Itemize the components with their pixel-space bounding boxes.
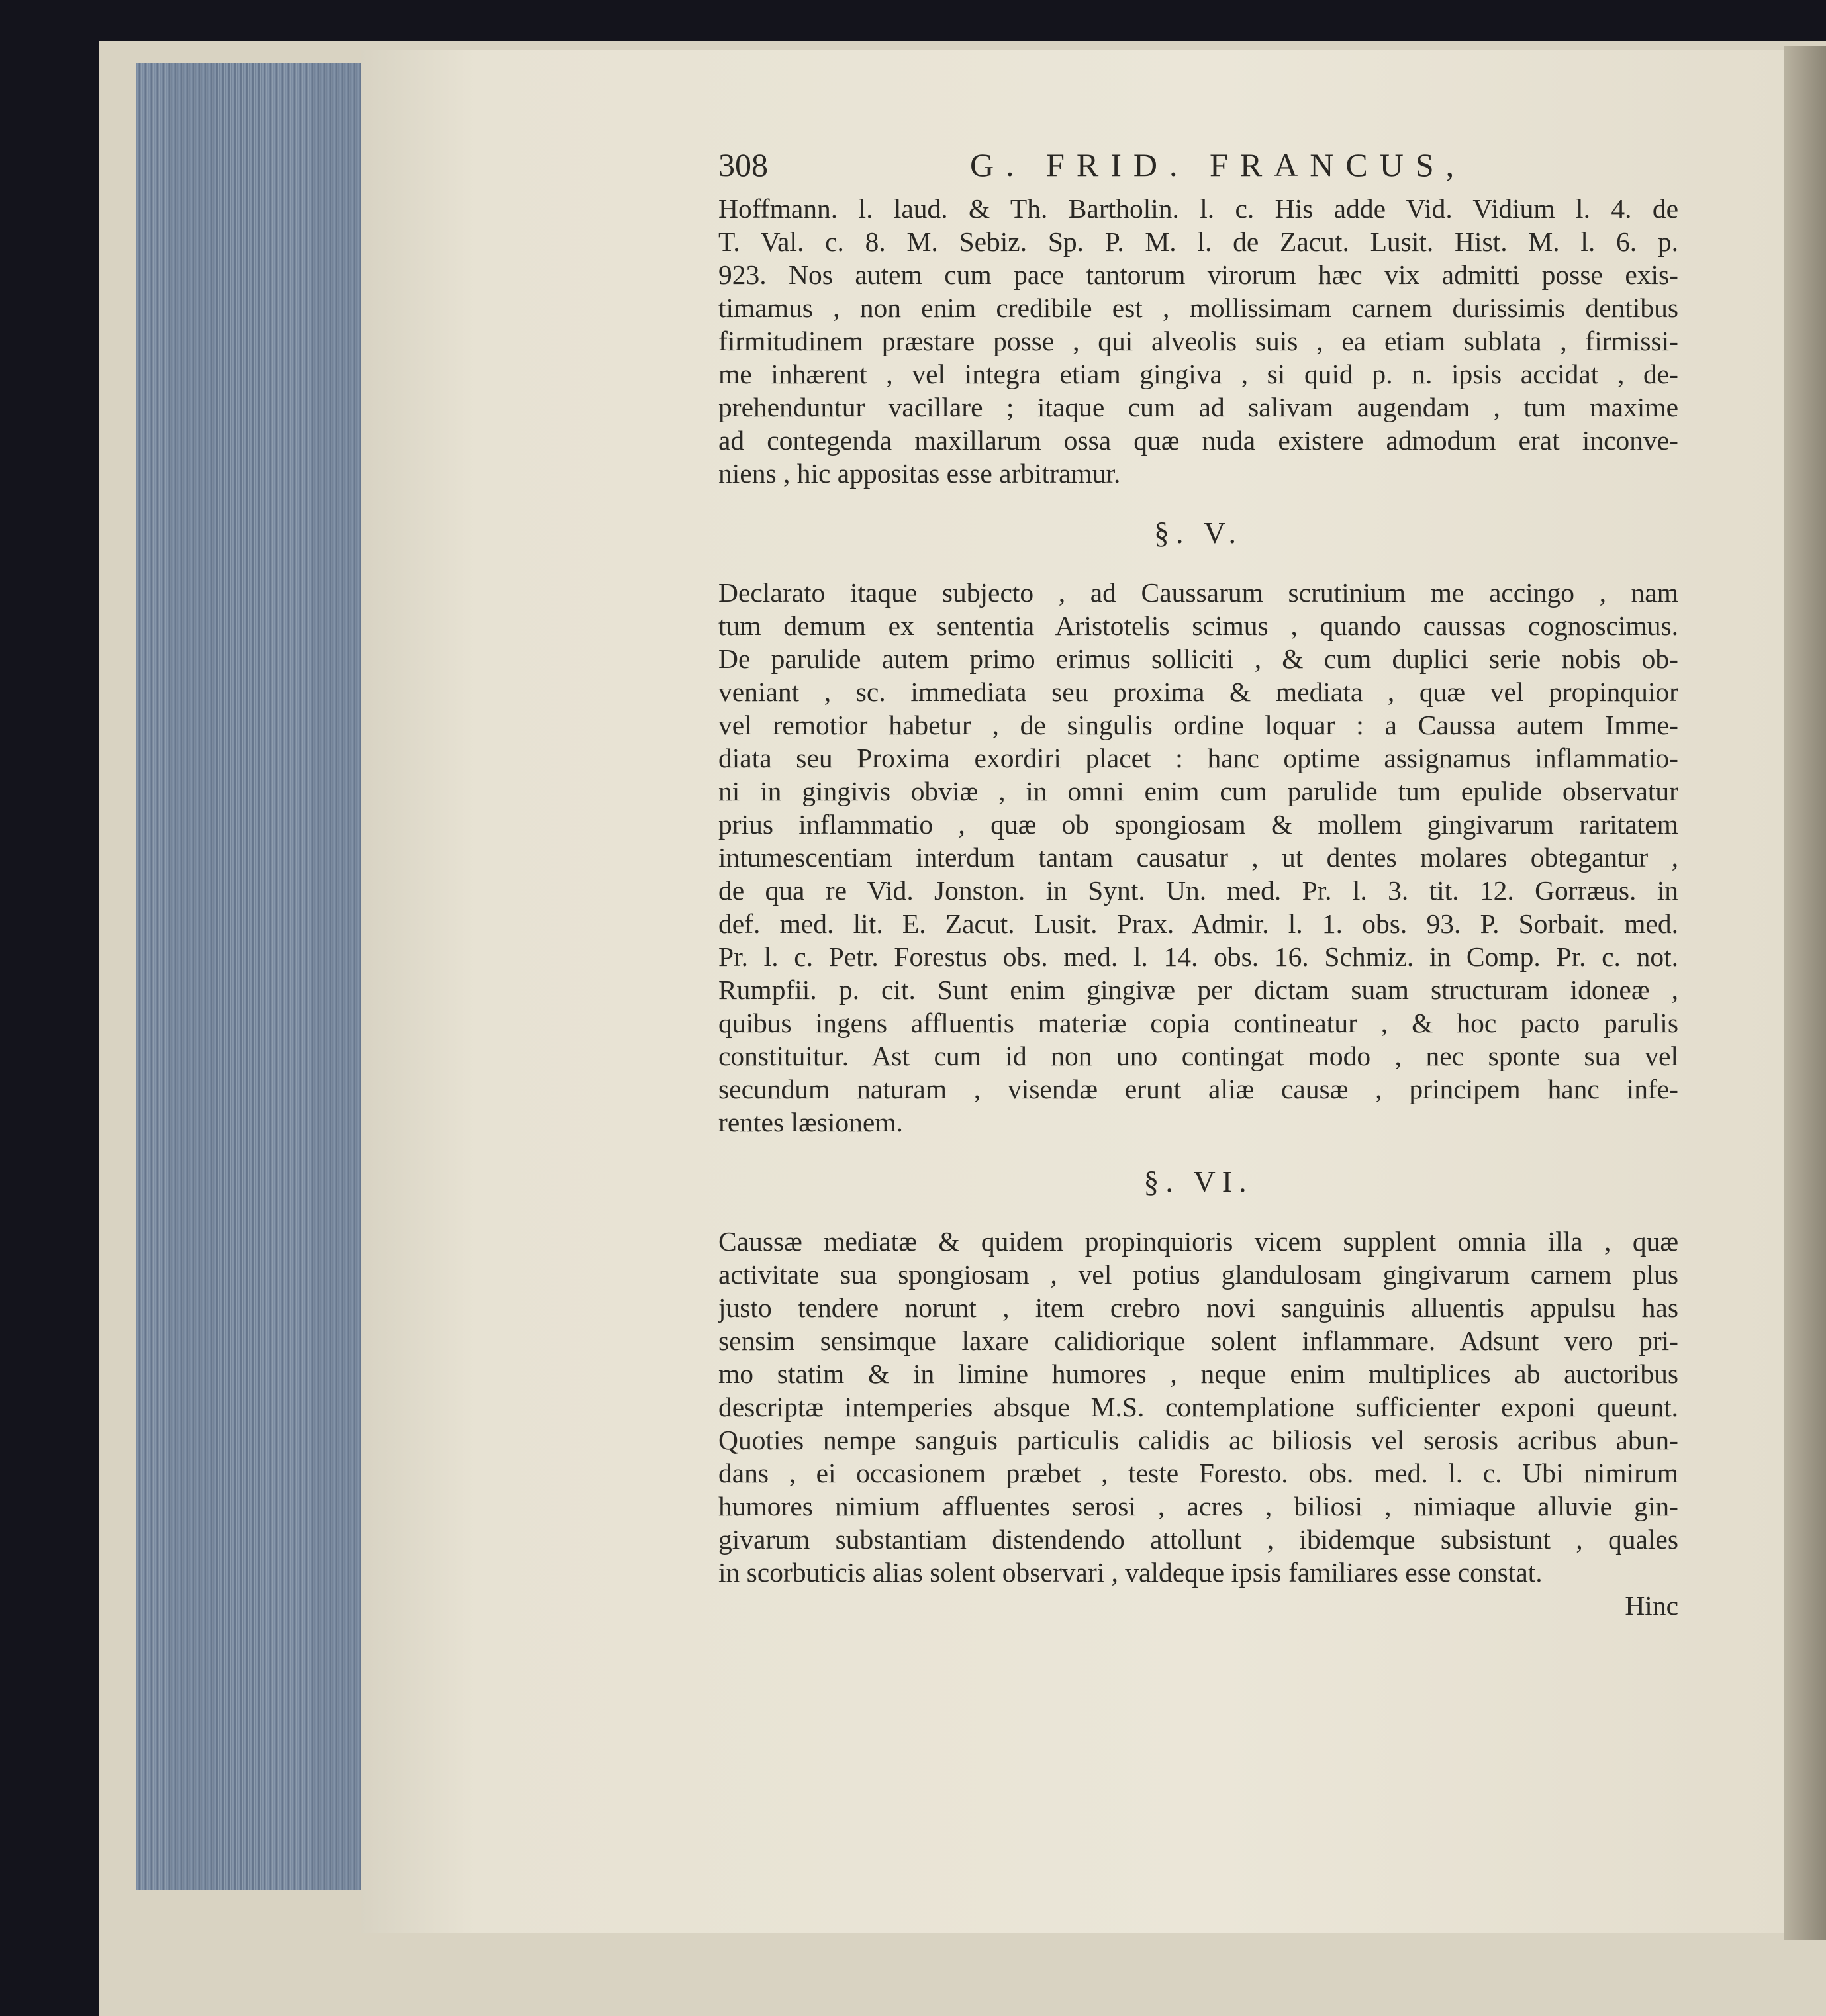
text-line: Quoties nempe sanguis particulis calidis ac biliosis vel serosis acribus abun- [718,1425,1678,1455]
text-line: prius inflammatio , quæ ob spongiosam & mollem gingivarum raritatem [718,809,1678,840]
text-line: De parulide autem primo erimus solliciti , & cum duplici serie nobis ob- [718,644,1678,674]
text-line: rentes læsionem. [718,1107,903,1137]
text-line: sensim sensimque laxare calidiorique solent inflammare. Adsunt vero pri- [718,1325,1678,1356]
book-fore-edge [136,63,365,1890]
catchword: Hinc [1625,1590,1678,1621]
page-content [718,192,1678,1622]
text-line: constituitur. Ast cum id non uno contingat modo , nec sponte sua vel [718,1041,1678,1071]
text-line: justo tendere norunt , item crebro novi sanguinis alluentis appulsu has [718,1292,1678,1323]
facing-page-edge [1784,46,1826,1940]
text-line: ni in gingivis obviæ , in omni enim cum parulide tum epulide observatur [718,776,1678,806]
text-line: de qua re Vid. Jonston. in Synt. Un. med. Pr. l. 3. tit. 12. Gorræus. in [718,875,1678,906]
text-line: prehenduntur vacillare ; itaque cum ad salivam augendam , tum maxime [718,392,1678,422]
text-line: intumescentiam interdum tantam causatur , ut dentes molares obtegantur , [718,842,1678,873]
text-line: Rumpfii. p. cit. Sunt enim gingivæ per dictam suam structuram idoneæ , [718,975,1678,1005]
text-line: Hoffmann. l. laud. & Th. Bartholin. l. c. His adde Vid. Vidium l. 4. de [718,193,1678,224]
text-line: tum demum ex sententia Aristotelis scimus , quando caussas cognoscimus. [718,610,1678,641]
text-line: quibus ingens affluentis materiæ copia contineatur , & hoc pacto parulis [718,1008,1678,1038]
paragraph [718,576,1678,1139]
text-line: mo statim & in limine humores , neque enim multiplices ab auctoribus [718,1359,1678,1389]
text-line: Caussæ mediatæ & quidem propinquioris vicem supplent omnia illa , quæ [718,1226,1678,1257]
section-heading: §. V. [1154,516,1243,550]
text-line: me inhærent , vel integra etiam gingiva , si quid p. n. ipsis accidat , de- [718,359,1678,389]
text-line: 923. Nos autem cum pace tantorum virorum hæc vix admitti posse exis- [718,260,1678,290]
text-line: def. med. lit. E. Zacut. Lusit. Prax. Admir. l. 1. obs. 93. P. Sorbait. med. [718,908,1678,939]
paragraph [718,1225,1678,1589]
text-line: dans , ei occasionem præbet , teste Foresto. obs. med. l. c. Ubi nimirum [718,1458,1678,1488]
page-text [718,146,1678,1622]
text-line: humores nimium affluentes serosi , acres , biliosi , nimiaque alluvie gin- [718,1491,1678,1521]
text-line: Pr. l. c. Petr. Forestus obs. med. l. 14. obs. 16. Schmiz. in Comp. Pr. c. not. [718,941,1678,972]
text-line: T. Val. c. 8. M. Sebiz. Sp. P. M. l. de Zacut. Lusit. Hist. M. l. 6. p. [718,226,1678,257]
section-heading: §. VI. [1143,1165,1253,1198]
running-header [718,146,1678,192]
text-line: timamus , non enim credibile est , mollissimam carnem durissimis dentibus [718,293,1678,323]
text-line: vel remotior habetur , de singulis ordine loquar : a Caussa autem Imme- [718,710,1678,740]
text-line: Declarato itaque subjecto , ad Caussarum scrutinium me accingo , nam [718,577,1678,608]
text-line: activitate sua spongiosam , vel potius glandulosam gingivarum carnem plus [718,1259,1678,1290]
text-line: ad contegenda maxillarum ossa quæ nuda existere admodum erat inconve- [718,425,1678,456]
text-line: diata seu Proxima exordiri placet : hanc optime assignamus inflammatio- [718,743,1678,773]
text-line: veniant , sc. immediata seu proxima & mediata , quæ vel propinquior [718,677,1678,707]
text-line: niens , hic appositas esse arbitramur. [718,458,1121,489]
text-line: secundum naturam , visendæ erunt aliæ causæ , principem hanc infe- [718,1074,1678,1104]
text-line: in scorbuticis alias solent observari , valdeque ipsis familiares esse constat. [718,1557,1543,1588]
running-title: G. FRID. FRANCUS, [970,146,1466,183]
text-line: firmitudinem præstare posse , qui alveolis suis , ea etiam sublata , firmissi- [718,326,1678,356]
text-line: givarum substantiam distendendo attollunt , ibidemque subsistunt , quales [718,1524,1678,1555]
paragraph [718,192,1678,490]
text-line: descriptæ intemperies absque M.S. contemplatione sufficienter exponi queunt. [718,1392,1678,1422]
page-number: 308 [718,146,768,183]
